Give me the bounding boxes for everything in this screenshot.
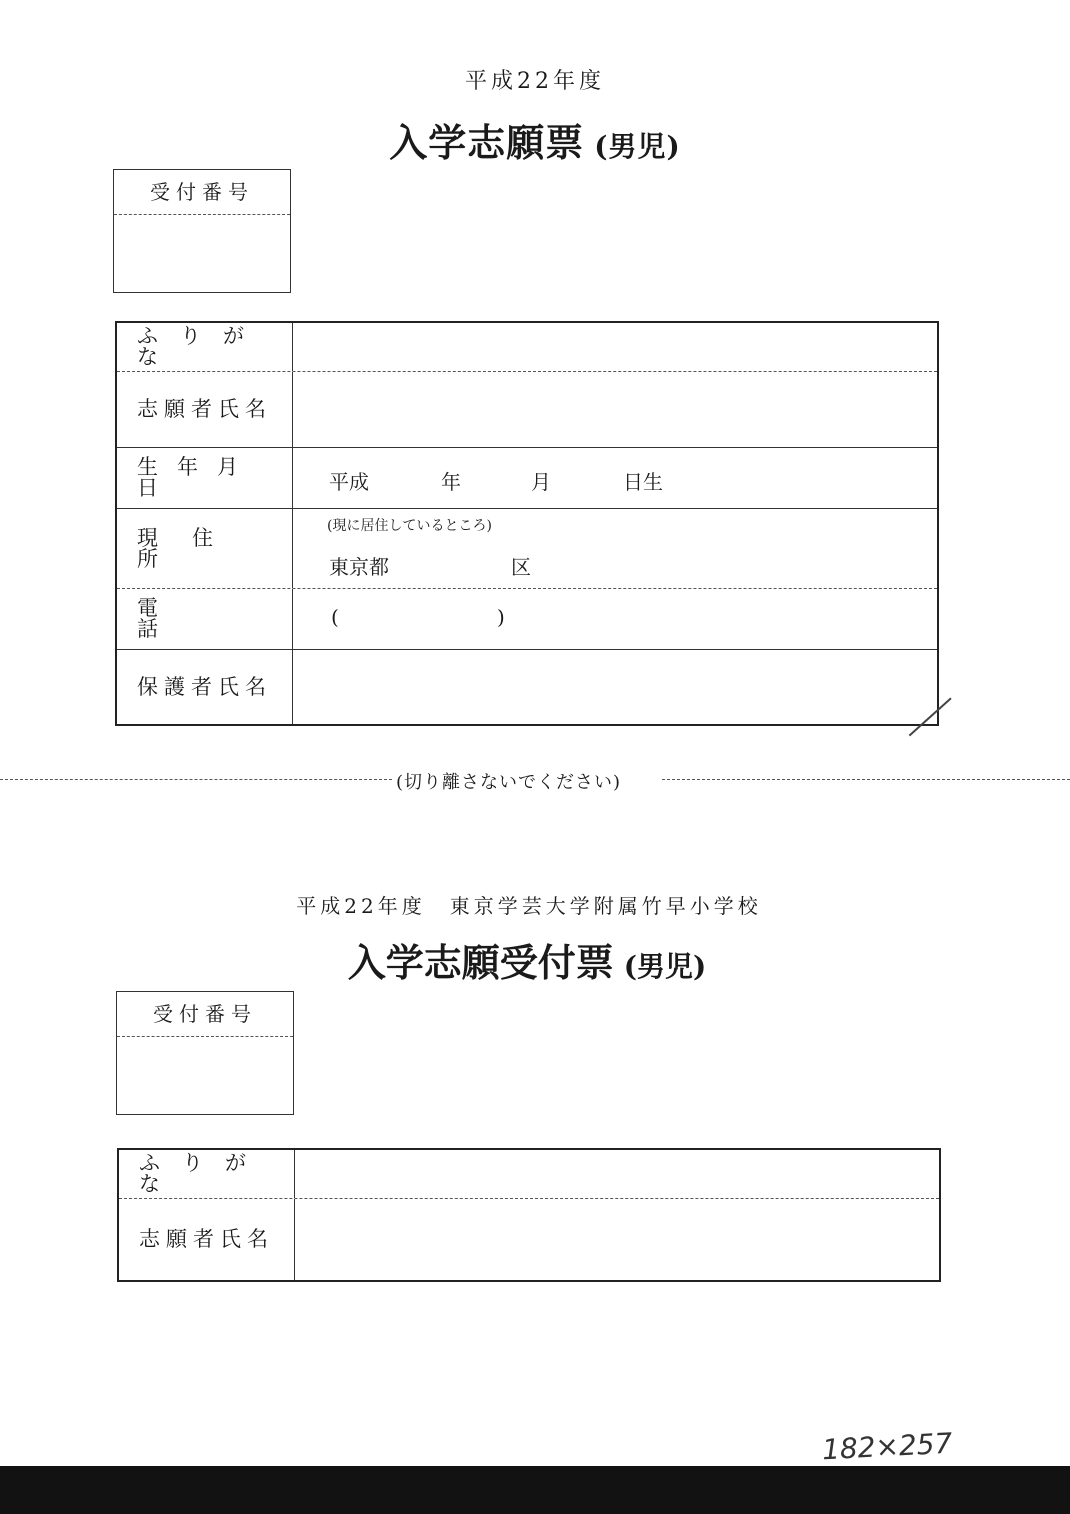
form2-row-furigana — [119, 1150, 939, 1199]
form2-title — [0, 932, 1062, 987]
form2-applicant-field[interactable] — [295, 1199, 939, 1280]
form1-phone-field[interactable] — [293, 589, 937, 649]
birth-era: 平成 — [329, 470, 369, 494]
form2-label-furigana-text: ふりがな — [139, 1151, 268, 1196]
form1-label-guardian-text: 保護者氏名 — [137, 674, 272, 699]
form1-label-furigana-text: ふりがな — [137, 324, 266, 369]
form1-furigana-field[interactable] — [293, 323, 937, 371]
form1-label-birthdate-text: 生年月日 — [137, 455, 257, 500]
handwritten-size-note: 182×257 — [821, 1426, 954, 1467]
form2-reception-box — [116, 991, 294, 1115]
form1-address-field[interactable] — [293, 509, 937, 588]
form1-applicant-field[interactable] — [293, 372, 937, 447]
form1-year: 平成22年度 — [465, 69, 605, 94]
form2-reception-label: 受付番号 — [117, 992, 293, 1037]
form1-label-guardian — [117, 650, 293, 724]
form1-title — [0, 112, 1070, 167]
birth-day-unit: 日生 — [623, 470, 663, 494]
form1-title-text: 入学志願票 — [389, 120, 585, 165]
form1-row-phone — [117, 589, 937, 650]
scan-bottom-bar — [0, 1466, 1070, 1514]
phone-close-paren: ) — [497, 605, 505, 629]
form1-label-address-text: 現住所 — [137, 525, 247, 571]
cut-line-left — [0, 779, 392, 780]
form2-title-text: 入学志願受付票 — [347, 940, 614, 985]
birth-year-unit: 年 — [441, 470, 461, 494]
form2-header: 平成22年度 東京学芸大学附属竹早小学校 — [296, 894, 762, 918]
form1-label-furigana — [117, 323, 293, 371]
address-ward: 区 — [511, 555, 531, 579]
form1-row-furigana — [117, 323, 937, 372]
form1-row-address — [117, 509, 937, 589]
form1-guardian-field[interactable] — [293, 650, 937, 724]
phone-open-paren: ( — [331, 605, 339, 629]
form1-table — [115, 321, 939, 726]
form1-title-suffix: (男児) — [594, 130, 681, 163]
form2-label-furigana — [119, 1150, 295, 1198]
form2-table — [117, 1148, 941, 1282]
form1-label-applicant-text: 志願者氏名 — [137, 397, 272, 421]
address-city: 東京都 — [329, 555, 389, 579]
form1-reception-number-field[interactable] — [114, 215, 290, 293]
form1-label-address — [117, 509, 293, 588]
birth-month-unit: 月 — [531, 470, 551, 494]
form2-label-applicant-text: 志願者氏名 — [139, 1227, 274, 1251]
cut-line-right — [662, 779, 1070, 780]
address-note: (現に居住しているところ) — [327, 518, 492, 534]
form2-title-suffix: (男児) — [623, 950, 707, 983]
form1-row-guardian — [117, 650, 937, 724]
form1-reception-label: 受付番号 — [114, 170, 290, 215]
form1-birthdate-field[interactable] — [293, 448, 937, 508]
form1-row-birthdate — [117, 448, 937, 509]
form1-label-phone — [117, 589, 293, 649]
cut-line — [0, 768, 1070, 792]
form2-furigana-field[interactable] — [295, 1150, 939, 1198]
form1-reception-box — [113, 169, 291, 293]
form2-reception-number-field[interactable] — [117, 1037, 293, 1115]
form1-label-birthdate — [117, 448, 293, 508]
form2-label-applicant — [119, 1199, 295, 1280]
form1-row-applicant — [117, 372, 937, 448]
form1-label-applicant — [117, 372, 293, 447]
cut-line-text: (切り離さないでください) — [396, 772, 622, 793]
form1-label-phone-text: 電話 — [137, 596, 244, 641]
form2-row-applicant — [119, 1199, 939, 1280]
